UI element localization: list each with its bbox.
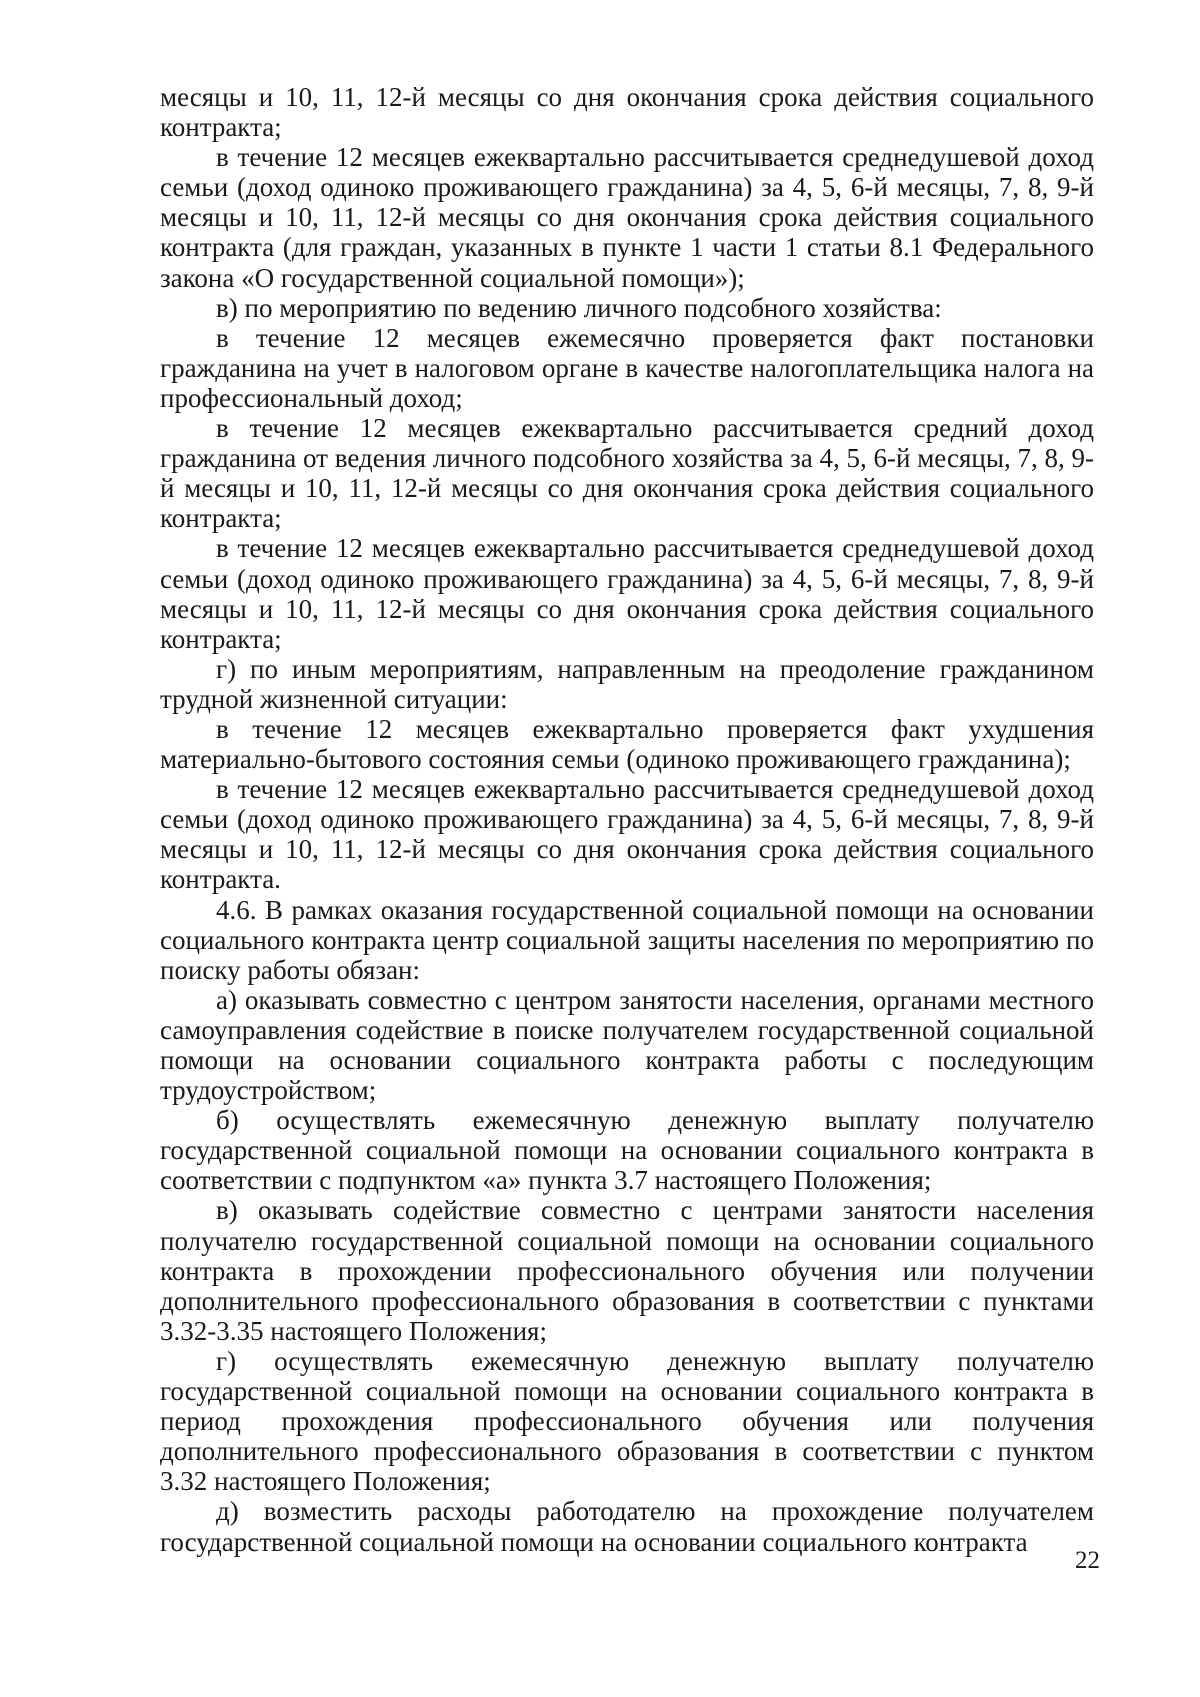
paragraph-personal-farming-heading: в) по мероприятию по ведению личного подсобного хозяйства: — [216, 292, 942, 323]
paragraph-section-4-6: 4.6. В рамках оказания государственной социальной помощи на основании социального контракта центр социальной защиты населения по мероприятию по поиску работы обязан: — [160, 894, 1094, 985]
paragraph-living-conditions-check: в течение 12 месяцев ежеквартально проверяется факт ухудшения материально-бытового состояния семьи (одиноко проживающего гражданина); — [160, 713, 1094, 775]
paragraph-per-capita-income-federal-law: в течение 12 месяцев ежеквартально рассчитывается среднедушевой доход семьи (доход одиноко проживающего гражданина) за 4, 5, 6-й месяцы, 7, 8, 9-й месяцы и 10, 11, 12-й месяцы со дня окончания срока действия социального контракта (для граждан, указанных в пункте 1 части 1 статьи 8.1 Федерального закона «О государственной социальной помощи»); — [160, 142, 1094, 293]
paragraph-item-d: д) возместить расходы работодателю на прохождение получателем государственной социальной помощи на основании социального контракта — [160, 1496, 1094, 1557]
paragraph-item-b: б) осуществлять ежемесячную денежную выплату получателю государственной социальной помощи на основании социального контракта в соответствии с подпунктом «а» пункта 3.7 настоящего Положения; — [160, 1105, 1094, 1196]
paragraph-farming-income: в течение 12 месяцев ежеквартально рассчитывается средний доход гражданина от ведения личного подсобного хозяйства за 4, 5, 6-й месяцы, 7, 8, 9-й месяцы и 10, 11, 12-й месяцы со дня окончания срока действия социального контракта; — [160, 413, 1094, 534]
document-body — [160, 82, 1094, 1557]
paragraph-per-capita-income-farming: в течение 12 месяцев ежеквартально рассчитывается среднедушевой доход семьи (доход одиноко проживающего гражданина) за 4, 5, 6-й месяцы, 7, 8, 9-й месяцы и 10, 11, 12-й месяцы со дня окончания срока действия социального контракта; — [160, 533, 1094, 654]
paragraph-other-measures-heading: г) по иным мероприятиям, направленным на преодоление гражданином трудной жизненной ситуации: — [160, 653, 1094, 714]
paragraph-item-a: а) оказывать совместно с центром занятости населения, органами местного самоуправления содействие в поиске получателем государственной социальной помощи на основании социального контракта работы с последующим трудоустройством; — [160, 984, 1094, 1106]
paragraph-item-v: в) оказывать содействие совместно с центрами занятости населения получателю государственной социальной помощи на основании социального контракта в прохождении профессионального обучения или получении дополнительного профессионального образования в соответствии с пунктами 3.32-3.35 настоящего Положения; — [160, 1195, 1094, 1346]
paragraph-item-g: г) осуществлять ежемесячную денежную выплату получателю государственной социальной помощи на основании социального контракта в период прохождения профессионального обучения или получения дополнительного профессионального образования в соответствии с пунктом 3.32 настоящего Положения; — [160, 1345, 1094, 1497]
paragraph-per-capita-income-other: в течение 12 месяцев ежеквартально рассчитывается среднедушевой доход семьи (доход одиноко проживающего гражданина) за 4, 5, 6-й месяцы, 7, 8, 9-й месяцы и 10, 11, 12-й месяцы со дня окончания срока действия социального контракта. — [160, 774, 1094, 895]
page-number: 22 — [1075, 1547, 1100, 1574]
paragraph-tax-registration-check: в течение 12 месяцев ежемесячно проверяется факт постановки гражданина на учет в налоговом органе в качестве налогоплательщика налога на профессиональный доход; — [160, 322, 1094, 413]
paragraph-continuation: месяцы и 10, 11, 12-й месяцы со дня окончания срока действия социального контракта; — [160, 82, 1094, 143]
